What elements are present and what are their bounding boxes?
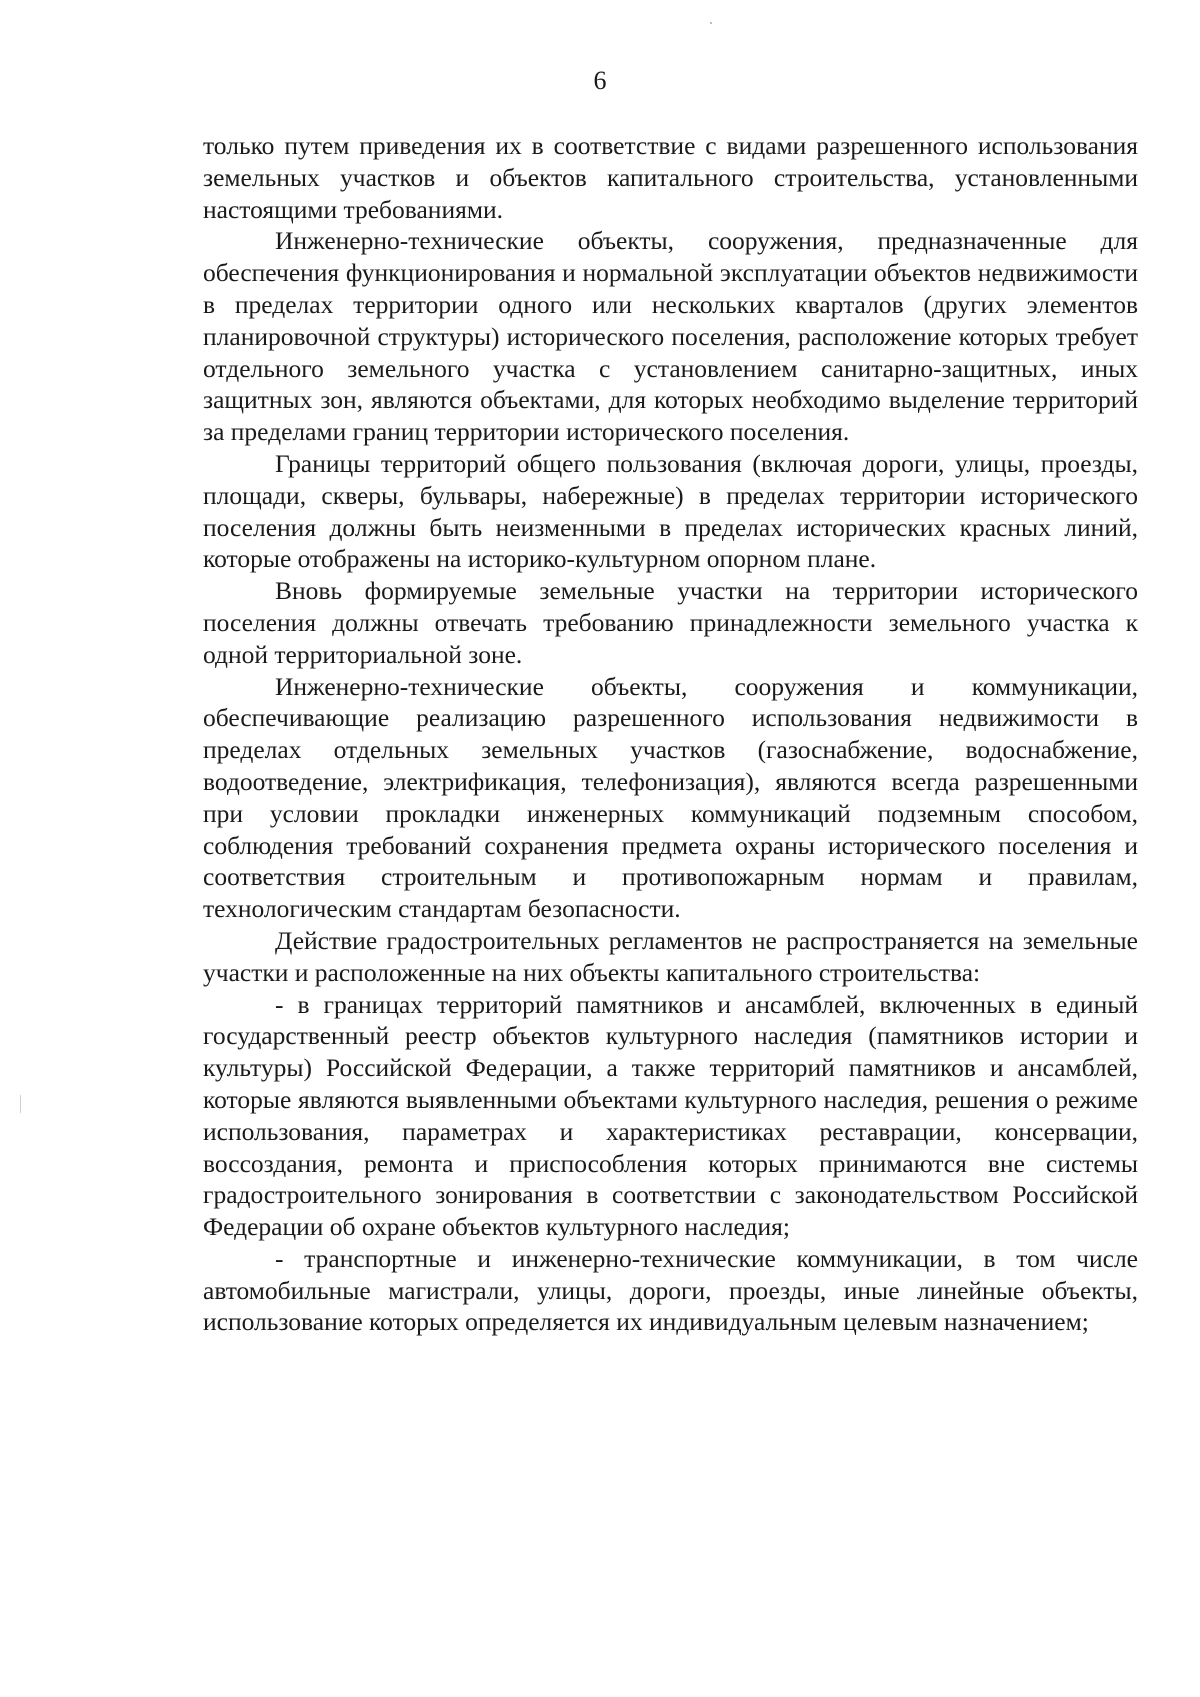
- paragraph-public-territory-borders: Границы территорий общего пользования (включая дороги, улицы, проезды, площади, скверы, бульвары, набережные) в пределах территории исторического поселения должны быть неизменными в пределах исторических красных линий, которые отображены на историко-культурном опорном плане.: [203, 448, 1138, 574]
- scan-artifact-dot: [710, 22, 712, 24]
- paragraph-continuation: только путем приведения их в соответствие с видами разрешенного использования земельных участков и объектов капитального строительства, установленными настоящими требованиями.: [203, 131, 1138, 224]
- paragraph-regulations-scope: Действие градостроительных регламентов не распространяется на земельные участки и расположенные на них объекты капитального строительства:: [203, 925, 1138, 987]
- document-body: [203, 130, 1138, 1338]
- list-item-transport-communications: - транспортные и инженерно-технические коммуникации, в том числе автомобильные магистрали, улицы, дороги, проезды, иные линейные объекты, использование которых определяется их индивидуальным целевым назначением;: [203, 1243, 1138, 1337]
- paragraph-new-land-plots: Вновь формируемые земельные участки на территории исторического поселения должны отвечать требованию принадлежности земельного участка к одной территориальной зоне.: [203, 576, 1138, 669]
- page-number: 6: [593, 66, 607, 95]
- paragraph-engineering-communications: Инженерно-технические объекты, сооружения и коммуникации, обеспечивающие реализацию разрешенного использования недвижимости в пределах отдельных земельных участков (газоснабжение, водоснабжение, водоотведение, электрификация, телефонизация), являются всегда разрешенными при условии прокладки инженерных коммуникаций подземным способом, соблюдения требований сохранения предмета охраны исторического поселения и соответствия строительным и противопожарным нормам и правилам, технологическим стандартам безопасности.: [203, 671, 1138, 924]
- paragraph-engineering-objects: Инженерно-технические объекты, сооружения, предназначенные для обеспечения функционирования и нормальной эксплуатации объектов недвижимости в пределах территории одного или нескольких кварталов (других элементов планировочной структуры) исторического поселения, расположение которых требует отдельного земельного участка с установлением санитарно-защитных, иных защитных зон, являются объектами, для которых необходимо выделение территорий за пределами границ территории исторического поселения.: [203, 226, 1138, 447]
- list-item-monuments: - в границах территорий памятников и ансамблей, включенных в единый государственный реестр объектов культурного наследия (памятников истории и культуры) Российской Федерации, а также территорий памятников и ансамблей, которые являются выявленными объектами культурного наследия, решения о режиме использования, параметрах и характеристиках реставрации, консервации, воссоздания, ремонта и приспособления которых принимаются вне системы градостроительного зонирования в соответствии с законодательством Российской Федерации об охране объектов культурного наследия;: [203, 989, 1138, 1242]
- scan-artifact-mark: [20, 1095, 21, 1113]
